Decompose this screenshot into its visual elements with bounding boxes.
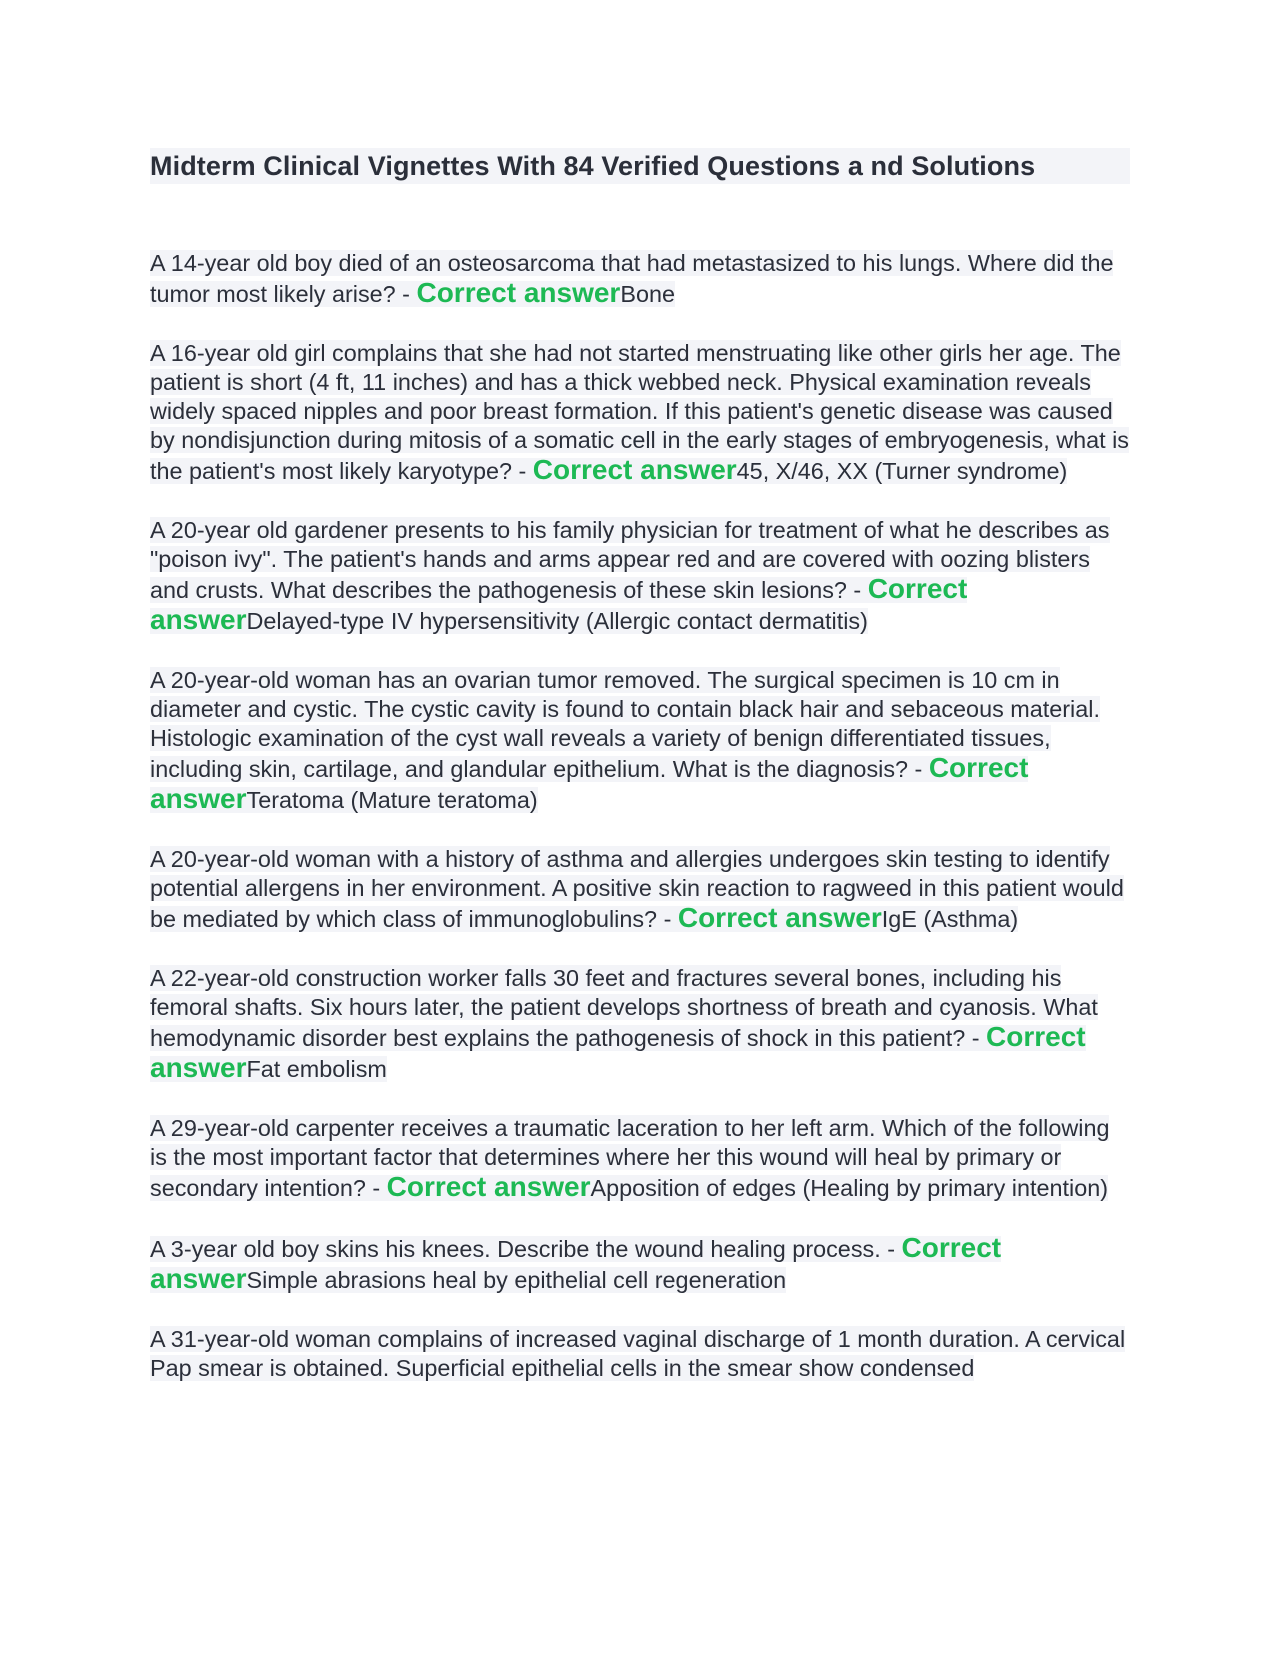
question-text: A 14-year old boy died of an osteosarcoma that had metastasized to his lungs. Where did the tumor most likely arise? -: [150, 250, 1114, 307]
answer-text: Fat embolism: [246, 1056, 387, 1082]
question-text: A 31-year-old woman complains of increased vaginal discharge of 1 month duration. A cervical Pap smear is obtained. Superficial epithelial cells in the smear show condensed: [150, 1326, 1126, 1381]
question-text: A 20-year-old woman with a history of asthma and allergies undergoes skin testing to identify potential allergens in her environment. A positive skin reaction to ragweed in this patient would be mediated by which class of immunoglobulins? -: [150, 846, 1124, 932]
qa-item: [150, 1114, 1130, 1203]
correct-answer-label: Correct answer: [150, 752, 1029, 814]
document-title: Midterm Clinical Vignettes With 84 Verified Questions a nd Solutions: [150, 148, 1130, 184]
answer-text: 45, X/46, XX (Turner syndrome): [736, 458, 1068, 484]
qa-item: [150, 1325, 1130, 1383]
answer-text: Bone: [620, 281, 675, 307]
qa-item: [150, 666, 1130, 815]
question-text: A 29-year-old carpenter receives a traumatic laceration to her left arm. Which of the following is the most important factor that determines where her this wound will heal by primary or secondary intention? -: [150, 1115, 1110, 1201]
correct-answer-label: Correct answer: [386, 1171, 591, 1202]
answer-text: Simple abrasions heal by epithelial cell regeneration: [246, 1267, 787, 1293]
question-text: A 16-year old girl complains that she had not started menstruating like other girls her age. The patient is short (4 ft, 11 inches) and has a thick webbed neck. Physical examination reveals widely spaced nipples and poor breast formation. If this patient's genetic disease was caused by nondisjunction during mitosis of a somatic cell in the early stages of embryogenesis, what is the patient's most likely karyotype? -: [150, 340, 1129, 484]
qa-item: [150, 516, 1130, 636]
answer-text: Delayed-type IV hypersensitivity (Allergic contact dermatitis): [246, 608, 868, 634]
question-text: A 3-year old boy skins his knees. Describe the wound healing process. -: [150, 1236, 902, 1262]
question-text: A 20-year-old woman has an ovarian tumor removed. The surgical specimen is 10 cm in diameter and cystic. The cystic cavity is found to contain black hair and sebaceous material. Histologic examination of the cyst wall reveals a variety of benign differentiated tissues, including skin, cartilage, and glandular epithelium. What is the diagnosis? -: [150, 667, 1100, 782]
qa-list: [150, 249, 1130, 1383]
correct-answer-label: Correct answer: [150, 1021, 1086, 1083]
answer-text: Apposition of edges (Healing by primary intention): [590, 1175, 1109, 1201]
question-text: A 20-year old gardener presents to his family physician for treatment of what he describes as "poison ivy". The patient's hands and arms appear red and are covered with oozing blisters and crusts. What describes the pathogenesis of these skin lesions? -: [150, 517, 1110, 603]
correct-answer-label: Correct answer: [677, 902, 882, 933]
question-text: A 22-year-old construction worker falls 30 feet and fractures several bones, including his femoral shafts. Six hours later, the patient develops shortness of breath and cyanosis. What hemodynamic disorder best explains the pathogenesis of shock in this patient? -: [150, 965, 1098, 1051]
correct-answer-label: Correct answer: [532, 454, 737, 485]
qa-item: [150, 964, 1130, 1084]
qa-item: [150, 249, 1130, 309]
answer-text: IgE (Asthma): [881, 906, 1019, 932]
document-page: [150, 148, 1130, 1383]
qa-item: [150, 1233, 1130, 1295]
qa-item: [150, 845, 1130, 934]
correct-answer-label: Correct answer: [150, 573, 968, 635]
correct-answer-label: Correct answer: [416, 277, 621, 308]
correct-answer-label: Correct answer: [150, 1232, 1002, 1294]
qa-item: [150, 339, 1130, 486]
answer-text: Teratoma (Mature teratoma): [246, 787, 538, 813]
